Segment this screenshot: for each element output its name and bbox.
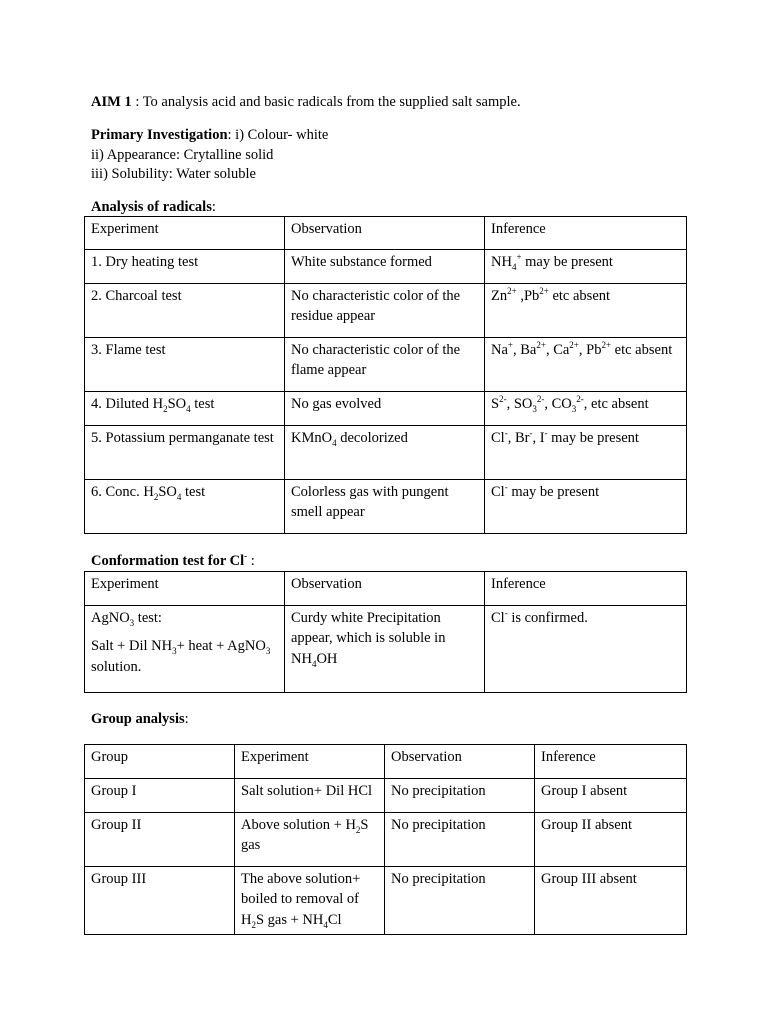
observation-cell: No precipitation <box>385 779 535 813</box>
primary-investigation <box>91 126 328 185</box>
formula-text: S <box>491 396 500 412</box>
table-header-row <box>85 217 687 250</box>
superscript: - <box>244 551 248 562</box>
primary-appearance: ii) Appearance: Crytalline solid <box>91 146 274 163</box>
table-row <box>85 284 687 338</box>
subscript: 2 <box>355 824 361 835</box>
superscript: 2+ <box>507 286 517 297</box>
experiment-title <box>91 608 278 628</box>
experiment-cell <box>85 480 285 534</box>
group-cell: Group III <box>85 867 235 935</box>
inference-cell: Group III absent <box>535 867 687 935</box>
primary-colour: : i) Colour- white <box>227 127 329 143</box>
formula-text: , Pb <box>578 342 602 358</box>
superscript: - <box>504 608 508 619</box>
confirmation-table <box>84 571 687 693</box>
superscript: 2- <box>499 394 507 405</box>
inference-cell: Group I absent <box>535 779 687 813</box>
subscript: 4 <box>323 919 328 930</box>
subscript: 4 <box>186 403 191 414</box>
group-table <box>84 744 687 935</box>
radicals-table <box>84 216 687 534</box>
table-row <box>85 338 687 392</box>
inference-text: may be present <box>521 254 613 270</box>
experiment-procedure <box>91 636 278 677</box>
header-experiment: Experiment <box>85 217 285 250</box>
superscript: + <box>507 340 513 351</box>
aim-text: : To analysis acid and basic radicals from the supplied salt sample. <box>131 94 521 110</box>
observation-cell: No precipitation <box>385 813 535 867</box>
formula-text: KMnO <box>291 430 333 446</box>
header-observation: Observation <box>385 745 535 779</box>
table-header-row <box>85 745 687 779</box>
inference-cell <box>485 606 687 693</box>
experiment-cell <box>235 867 385 935</box>
formula-text: Cl <box>491 610 505 626</box>
table-header-row <box>85 572 687 606</box>
experiment-cell <box>235 813 385 867</box>
superscript: 2- <box>536 394 545 405</box>
superscript: 2- <box>576 394 584 405</box>
subscript: 2 <box>153 491 159 502</box>
formula-text: , SO <box>506 396 533 412</box>
superscript: 2+ <box>539 286 549 297</box>
header-inference: Inference <box>485 217 687 250</box>
subscript: 4 <box>176 491 182 502</box>
table-row <box>85 779 687 813</box>
confirmation-heading-text: Conformation test for Cl <box>91 553 245 569</box>
table-row <box>85 867 687 935</box>
experiment-text: S gas + NH <box>255 911 324 928</box>
radicals-heading-text: Analysis of radicals <box>91 199 212 215</box>
experiment-cell: 2. Charcoal test <box>85 284 285 338</box>
experiment-text: test: <box>134 610 162 626</box>
superscript: - <box>544 428 548 439</box>
superscript: - <box>504 482 508 493</box>
observation-cell: No gas evolved <box>285 392 485 426</box>
group-heading <box>91 710 189 730</box>
formula-text: , Ca <box>545 342 570 358</box>
subscript: 3 <box>571 403 577 414</box>
observation-cell: White substance formed <box>285 250 485 284</box>
header-observation: Observation <box>285 217 485 250</box>
header-inference: Inference <box>485 572 687 606</box>
formula-text: Cl <box>491 430 505 446</box>
formula-text: , Ba <box>513 342 537 358</box>
experiment-cell: Salt solution+ Dil HCl <box>235 779 385 813</box>
inference-text: may be present <box>507 484 600 500</box>
superscript: + <box>516 252 522 263</box>
observation-cell <box>285 606 485 693</box>
experiment-text: test <box>181 484 206 500</box>
superscript: 2+ <box>601 340 612 351</box>
subscript: 2 <box>251 919 256 930</box>
observation-cell: Colorless gas with pungent smell appear <box>285 480 485 534</box>
experiment-text: test <box>190 396 215 412</box>
inference-cell <box>485 426 687 480</box>
formula-text: SO <box>167 396 187 412</box>
experiment-text: Above solution + H <box>241 817 356 833</box>
table-row <box>85 426 687 480</box>
formula-text: Cl <box>327 911 342 928</box>
subscript: 3 <box>532 403 537 414</box>
confirmation-heading <box>91 552 255 572</box>
experiment-cell: 3. Flame test <box>85 338 285 392</box>
experiment-cell <box>85 392 285 426</box>
observation-text: Curdy white Precipitation appear, which is soluble in NH <box>291 610 446 667</box>
experiment-text: 6. Conc. H <box>91 484 154 500</box>
inference-text: is confirmed. <box>507 610 588 626</box>
aim-line <box>91 93 521 113</box>
aim-label: AIM 1 <box>91 94 132 110</box>
observation-cell: No characteristic color of the flame appear <box>285 338 485 392</box>
formula-text: Cl <box>491 484 505 500</box>
observation-cell: No precipitation <box>385 867 535 935</box>
group-heading-colon: : <box>184 711 189 727</box>
experiment-text: S gas <box>241 817 369 854</box>
superscript: - <box>529 428 533 439</box>
superscript: - <box>504 428 508 439</box>
formula-text: , Br <box>507 430 530 446</box>
formula-text: Na <box>491 342 508 358</box>
subscript: 4 <box>511 261 517 272</box>
experiment-text: The above solution+ boiled to removal of H <box>241 871 361 928</box>
table-row <box>85 250 687 284</box>
formula-text: Zn <box>491 288 508 304</box>
radicals-heading-colon: : <box>211 199 216 215</box>
experiment-text: 4. Diluted H <box>91 396 164 412</box>
experiment-cell <box>85 606 285 693</box>
observation-cell <box>285 426 485 480</box>
header-group: Group <box>85 745 235 779</box>
table-row <box>85 392 687 426</box>
radicals-heading <box>91 198 216 218</box>
inference-text: , etc absent <box>583 396 649 412</box>
observation-text: decolorized <box>336 430 408 446</box>
formula-text: SO <box>158 484 177 500</box>
experiment-text: Salt + Dil NH <box>91 638 173 655</box>
header-experiment: Experiment <box>85 572 285 606</box>
group-cell: Group I <box>85 779 235 813</box>
formula-text: AgNO <box>91 610 130 626</box>
experiment-text: + heat + AgNO <box>176 638 266 655</box>
formula-text: NH <box>491 254 512 270</box>
table-row <box>85 480 687 534</box>
subscript: 4 <box>311 658 317 669</box>
inference-cell <box>485 250 687 284</box>
confirmation-heading-colon: : <box>247 553 255 569</box>
formula-text: ,Pb <box>516 288 540 304</box>
formula-text: , CO <box>544 396 572 412</box>
group-heading-text: Group analysis <box>91 711 185 727</box>
inference-cell: Group II absent <box>535 813 687 867</box>
inference-text: etc absent <box>548 288 611 304</box>
inference-text: may be present <box>547 430 639 446</box>
superscript: 2+ <box>569 340 579 351</box>
subscript: 2 <box>163 403 168 414</box>
experiment-text: solution. <box>91 658 142 675</box>
inference-cell <box>485 392 687 426</box>
header-experiment: Experiment <box>235 745 385 779</box>
formula-text: OH <box>316 650 338 667</box>
subscript: 4 <box>332 437 337 448</box>
header-observation: Observation <box>285 572 485 606</box>
group-cell: Group II <box>85 813 235 867</box>
inference-cell <box>485 338 687 392</box>
observation-cell: No characteristic color of the residue appear <box>285 284 485 338</box>
primary-label: Primary Investigation <box>91 127 228 143</box>
experiment-cell: 1. Dry heating test <box>85 250 285 284</box>
primary-solubility: iii) Solubility: Water soluble <box>91 166 256 183</box>
subscript: 3 <box>265 646 271 657</box>
header-inference: Inference <box>535 745 687 779</box>
inference-cell <box>485 284 687 338</box>
superscript: 2+ <box>536 340 546 351</box>
formula-text: , I <box>532 430 545 446</box>
subscript: 3 <box>172 646 177 657</box>
experiment-cell: 5. Potassium permanganate test <box>85 426 285 480</box>
table-row <box>85 813 687 867</box>
inference-text: etc absent <box>611 342 673 358</box>
inference-cell <box>485 480 687 534</box>
table-row <box>85 606 687 693</box>
subscript: 3 <box>129 617 135 628</box>
